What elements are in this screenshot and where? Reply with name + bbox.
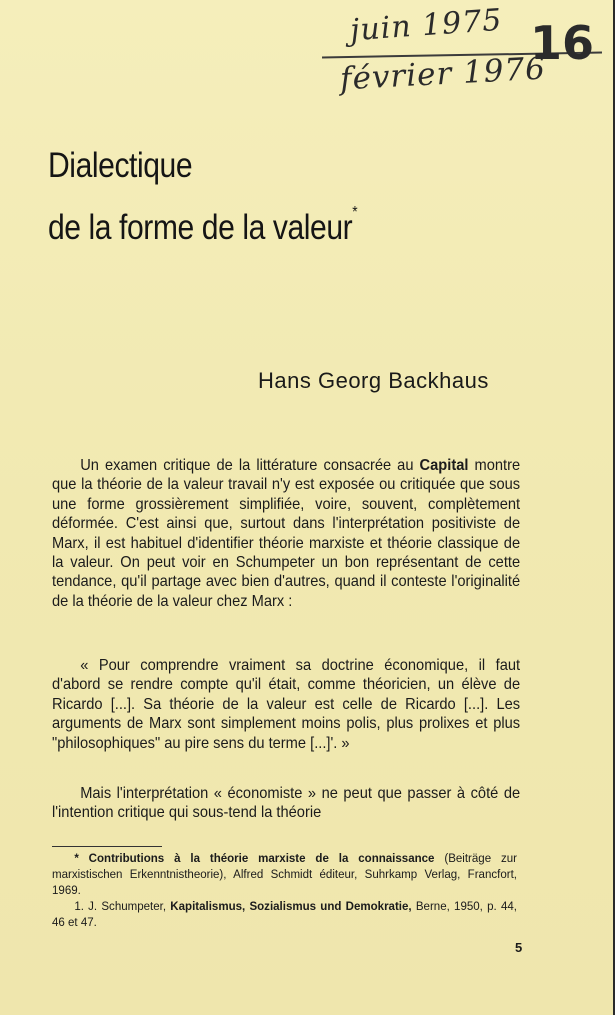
footnote-1 (52, 898, 517, 930)
capital-bold: Capital (419, 457, 469, 474)
schumpeter-quote: « Pour comprendre vraiment sa doctrine économique, il faut d'abord se rendre compte qu'il était, comme théoricien, un élève de Ricardo [...]. Sa théorie de la valeur est celle de Ricardo [...]. Les arguments de Marx sont simplement moins polis, plus prolixes et plus "philosophiques" au pire sens du terme [...]'. » (52, 657, 521, 752)
footnote-divider (52, 846, 162, 847)
footnote-1-rest: Berne, 1950, p. 44, 46 et 47. (52, 899, 517, 929)
article-title (48, 142, 495, 251)
handwritten-date-2: février 1976 (339, 50, 547, 98)
author-name: Hans Georg Backhaus (258, 368, 489, 393)
footnote-1-bold: Kapitalismus, Sozialismus und Demokratie, (170, 899, 412, 913)
title-line-1: Dialectique (48, 146, 193, 185)
paragraph-1-rest: montre que la théorie de la valeur travail n'y est exposée ou critiquée que sous une forme grossièrement simplifiée, voire, souvent, complètement déformée. C'est ainsi que, surtout dans l'interprétation positiviste de Marx, il est habituel d'identifier théorie marxiste et théorie classique de la valeur. On peut voir en Schumpeter un bon représentant de cette tendance, qu'il partage avec bien d'autres, quand il conteste l'originalité de la théorie de la valeur chez Marx : (52, 457, 521, 610)
page-number: 5 (515, 940, 523, 955)
footnote-star-rest: (Beiträge zur marxistischen Erkenntnistheorie), Alfred Schmidt éditeur, Suhrkamp Verlag, Francfort, 1969. (52, 851, 517, 897)
footnotes (52, 850, 517, 930)
paragraph-1 (52, 456, 520, 611)
title-line-2: de la forme de la valeur (48, 208, 353, 247)
footnote-1-start: 1. J. Schumpeter, (74, 899, 171, 913)
handwritten-number: 16 (530, 16, 595, 70)
footnote-star-title: * Contributions à la théorie marxiste de la connaissance (74, 851, 435, 865)
paragraph-1-start: Un examen critique de la littérature consacrée au (80, 457, 420, 474)
handwritten-date-1: juin 1975 (348, 2, 504, 49)
paragraph-2: Mais l'interprétation « économiste » ne peut que passer à côté de l'intention critique qui sous-tend la théorie (52, 785, 521, 822)
footnote-star (52, 850, 517, 898)
title-footnote-marker: * (352, 204, 358, 221)
